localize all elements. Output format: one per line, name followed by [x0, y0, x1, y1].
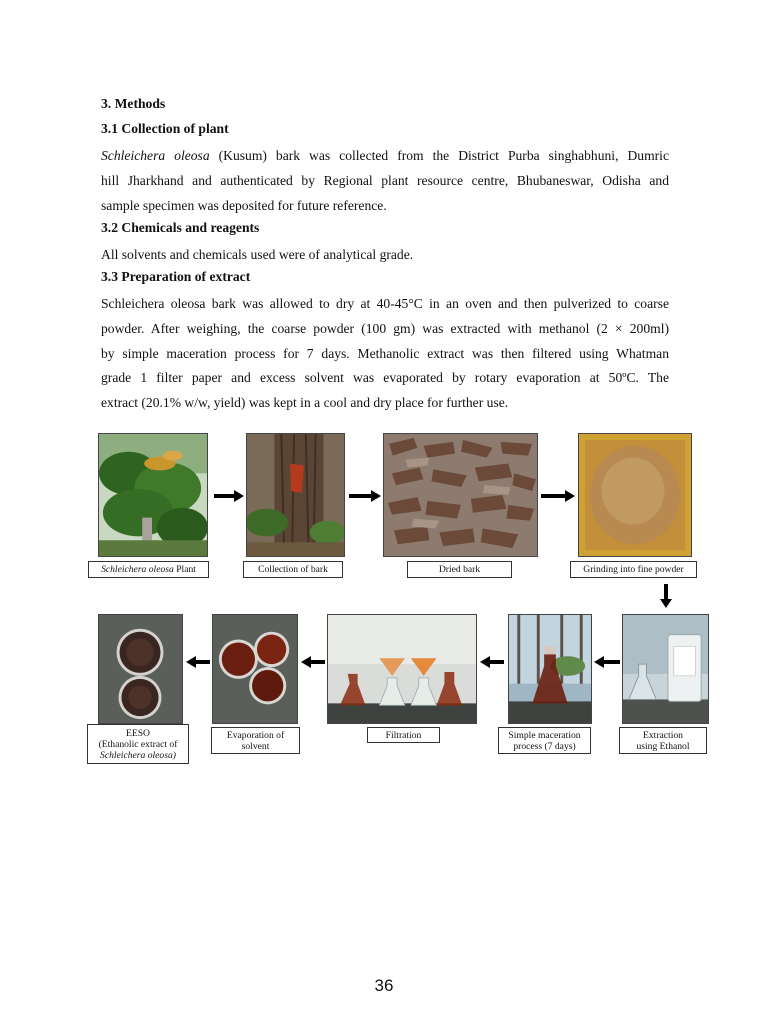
caption-eeso: [87, 724, 189, 764]
arrow-right-icon: [349, 490, 381, 502]
page-number: 36: [374, 976, 394, 995]
caption-plant-word: Plant: [173, 564, 196, 575]
heading-collection: 3.1 Collection of plant: [101, 121, 229, 136]
filtration-photo: [327, 614, 477, 724]
caption-maceration-line-2: process (7 days): [513, 740, 576, 752]
caption-maceration: [498, 727, 591, 754]
species-name: Schleichera oleosa: [101, 148, 210, 163]
caption-dried: Dried bark: [407, 561, 512, 578]
collection-line-3: sample specimen was deposited for future reference.: [101, 197, 387, 213]
caption-grinding: Grinding into fine powder: [570, 561, 697, 578]
preparation-line-4: grade 1 filter paper and excess solvent was evaporated by rotary evaporation at 50ºC. The: [101, 370, 669, 386]
caption-eeso-line-1: EESO: [126, 727, 150, 739]
chemicals-paragraph: All solvents and chemicals used were of analytical grade.: [101, 247, 414, 262]
caption-plant-species: Schleichera oleosa: [101, 564, 174, 575]
heading-chemicals: 3.2 Chemicals and reagents: [101, 220, 260, 235]
caption-eeso-line-3: Schleichera oleosa): [100, 749, 176, 761]
collection-line-1: (Kusum) bark was collected from the District Purba singhabhuni, Dumric: [209, 148, 669, 163]
preparation-line-5: extract (20.1% w/w, yield) was kept in a cool and dry place for further use.: [101, 395, 509, 411]
caption-eeso-line-2: (Ethanolic extract of: [98, 738, 178, 750]
caption-extraction-line-2: using Ethanol: [636, 740, 690, 752]
heading-preparation: 3.3 Preparation of extract: [101, 269, 251, 284]
preparation-line-2: powder. After weighing, the coarse powder (100 gm) was extracted with methanol (2 × 200ml): [101, 320, 669, 336]
caption-extraction-line-1: Extraction: [643, 729, 683, 741]
maceration-photo: [508, 614, 592, 724]
collection-line-2: hill Jharkhand and authenticated by Regional plant resource centre, Bhubaneswar, Odisha and: [101, 172, 669, 188]
bark-collection-photo: [246, 433, 345, 557]
caption-evaporation-line-1: Evaporation of: [226, 729, 285, 741]
caption-evaporation-line-2: solvent: [241, 740, 270, 752]
preparation-paragraph: [101, 292, 669, 416]
caption-evaporation: [211, 727, 300, 754]
arrow-left-icon: [301, 656, 325, 668]
heading-methods: 3. Methods: [101, 96, 166, 111]
arrow-down-icon: [660, 584, 672, 608]
arrow-right-icon: [541, 490, 575, 502]
eeso-photo: [98, 614, 183, 724]
arrow-left-icon: [594, 656, 620, 668]
evaporation-photo: [212, 614, 298, 724]
caption-maceration-line-1: Simple maceration: [508, 729, 581, 741]
preparation-line-1: Schleichera oleosa bark was allowed to dry at 40-45°C in an oven and then pulverized to coarse: [101, 296, 669, 311]
extraction-photo: [622, 614, 709, 724]
caption-plant: [88, 561, 209, 578]
collection-paragraph: [101, 144, 669, 218]
preparation-line-3: by simple maceration process for 7 days. Methanolic extract was then filtered using Whatman: [101, 345, 669, 361]
dried-bark-photo: [383, 433, 538, 557]
plant-photo: [98, 433, 208, 557]
powder-photo: [578, 433, 692, 557]
arrow-left-icon: [186, 656, 210, 668]
arrow-right-icon: [214, 490, 244, 502]
caption-extraction: [619, 727, 707, 754]
caption-filtration: Filtration: [367, 727, 440, 743]
arrow-left-icon: [480, 656, 504, 668]
caption-bark: Collection of bark: [243, 561, 343, 578]
